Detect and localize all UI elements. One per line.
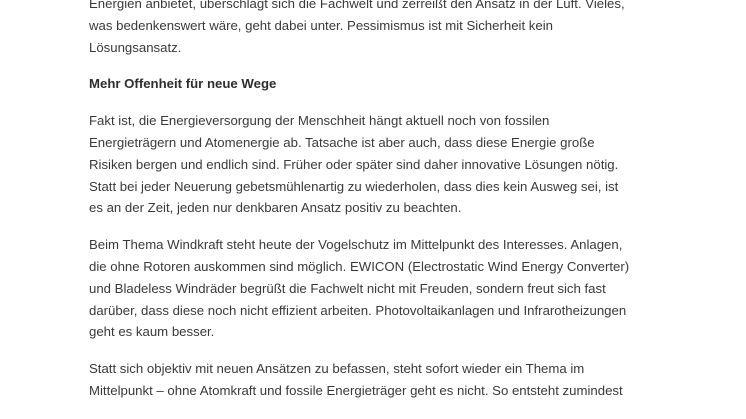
text-line: geht es kaum besser. xyxy=(89,324,215,340)
paragraph-objective-view xyxy=(89,358,669,402)
text-line: Fakt ist, die Energieversorgung der Menschheit hängt aktuell noch von fossilen xyxy=(89,113,550,129)
document-page xyxy=(89,0,669,402)
text-line: Statt bei jeder Neuerung gebetsmühlenartig zu wiederholen, dass dies kein Ausweg sei, ist xyxy=(89,178,619,194)
text-line: es an der Zeit, jeden nur denkbaren Ansatz positiv zu beachten. xyxy=(89,200,462,216)
section-heading: Mehr Offenheit für neue Wege xyxy=(89,76,277,92)
text-line: Risiken bergen und endlich sind. Früher oder später sind daher innovative Lösungen nötig. xyxy=(89,156,619,172)
paragraph-gap xyxy=(89,219,669,234)
paragraph-energy-supply xyxy=(89,110,669,219)
paragraph-gap xyxy=(89,95,669,110)
text-line: Energieträgern und Atomenergie ab. Tatsache ist aber auch, dass diese Energie große xyxy=(89,134,595,150)
intro-paragraph xyxy=(89,0,669,58)
paragraph-gap xyxy=(89,58,669,73)
text-line: darüber, dass diese noch nicht effizient arbeiten. Photovoltaikanlagen und Infrarotheizungen xyxy=(89,302,627,318)
text-line: Beim Thema Windkraft steht heute der Vogelschutz im Mittelpunkt des Interesses. Anlagen, xyxy=(89,237,623,253)
paragraph-wind-power xyxy=(89,234,669,343)
text-line: was bedenkenswert wäre, geht dabei unter. Pessimismus ist mit Sicherheit kein xyxy=(89,17,553,33)
text-line: Mittelpunkt – ohne Atomkraft und fossile Energieträger geht es nicht. So entsteht zumindest xyxy=(89,382,623,398)
text-line: Energien anbietet, überschlägt sich die Fachwelt und zerreißt den Ansatz in der Luft. Vieles, xyxy=(89,0,625,11)
text-line: und Bladeless Windräder begrüßt die Fachwelt nicht mit Freuden, sondern freut sich fast xyxy=(89,280,606,296)
paragraph-gap xyxy=(89,343,669,358)
text-line: Lösungsansatz. xyxy=(89,39,182,55)
text-line: Statt sich objektiv mit neuen Ansätzen zu befassen, steht sofort wieder ein Thema im xyxy=(89,361,585,377)
text-line: die ohne Rotoren auskommen sind möglich. EWICON (Electrostatic Wind Energy Converter) xyxy=(89,258,630,274)
